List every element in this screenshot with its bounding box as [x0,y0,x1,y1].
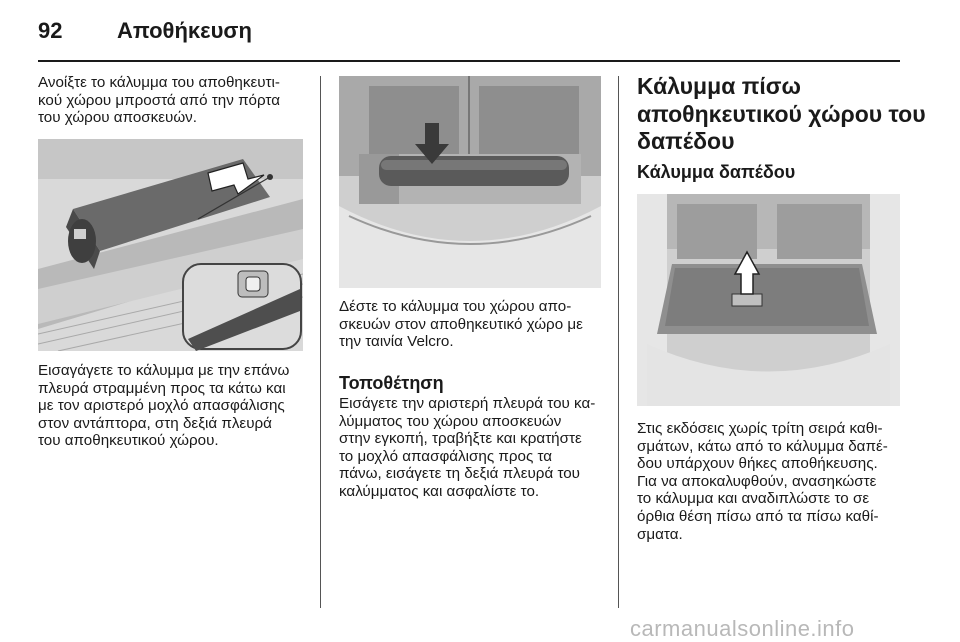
illustration-velcro-strap [339,76,601,288]
column-divider [618,76,619,608]
floor-cover-body: Στις εκδόσεις χωρίς τρίτη σειρά καθι- σμάτων, κάτω από το κάλυμμα δαπέ- δου υπάρχουν θήκες αποθήκευσης. Για να αποκαλυφθούν, ανασηκώστε το κάλυμμα και αναδιπλώστε το σε όρθια θέση πίσω από τα πίσω καθί- σματα. [637,420,888,543]
illustration-floor-cover [637,194,900,406]
column-divider [320,76,321,608]
watermark: carmanualsonline.info [630,616,855,641]
page-number: 92 [38,18,63,43]
intro-paragraph: Ανοίξτε το κάλυμμα του αποθηκευτι- κού χώρου μπροστά από την πόρτα του χώρου αποσκευών. [38,74,280,127]
page-title: Αποθήκευση [117,18,252,43]
illustration-cover-insert [38,139,303,351]
page-header [0,0,960,60]
header-rule [38,60,900,62]
insert-caption: Εισαγάγετε το κάλυμμα με την επάνω πλευρά στραμμένη προς τα κάτω και με τον αριστερό μοχλό απασφάλισης στον αντάπτορα, στη δεξιά πλευρά του αποθηκευτικού χώρου. [38,362,290,450]
installation-body: Εισάγετε την αριστερή πλευρά του κα- λύμματος του χώρου αποσκευών στην εγκοπή, τραβήξτε και κρατήστε το μοχλό απασφάλισης προς τα πάνω, εισάγετε τη δεξιά πλευρά του καλύμματος και ασφαλίστε το. [339,395,596,500]
subheading-installation: Τοποθέτηση [339,373,444,393]
subheading-floor-cover: Κάλυμμα δαπέδου [637,162,796,182]
velcro-caption: Δέστε το κάλυμμα του χώρου απο- σκευών στον αποθηκευτικό χώρο με την ταινία Velcro. [339,298,583,351]
section-heading: Κάλυμμα πίσω αποθηκευτικού χώρου του δαπέδου [637,73,926,154]
